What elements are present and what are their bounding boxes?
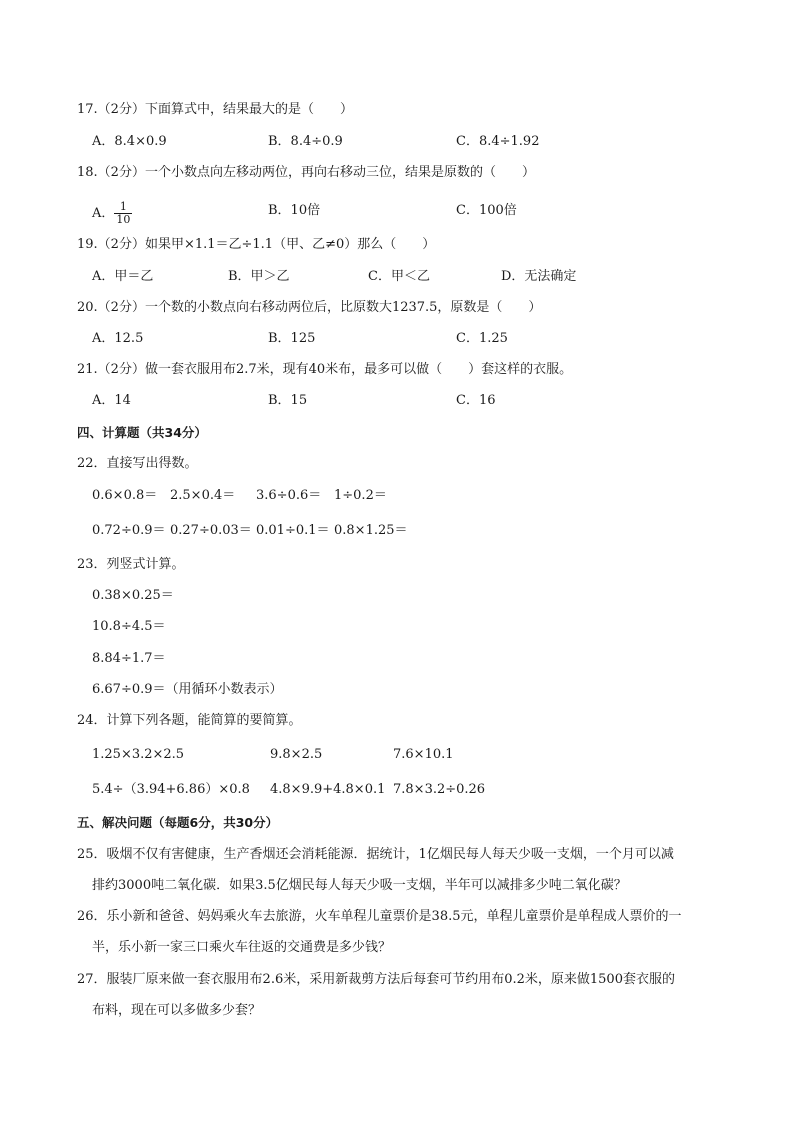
fraction-denominator: 10 xyxy=(116,213,131,226)
q21-option-c: C．16 xyxy=(456,393,496,408)
q20-option-a: A．12.5 xyxy=(92,331,144,346)
q19-option-a: A．甲＝乙 xyxy=(92,269,154,284)
q18-option-a-label: A． xyxy=(92,206,115,221)
q21-option-a: A．14 xyxy=(92,393,131,408)
q22-item: 0.01÷0.1＝ xyxy=(256,523,330,538)
q18-option-b: B．10倍 xyxy=(268,203,321,218)
q17-option-a: A．8.4×0.9 xyxy=(92,134,167,149)
q26-line2: 半，乐小新一家三口乘火车往返的交通费是多少钱？ xyxy=(92,940,392,955)
q19-option-d: D．无法确定 xyxy=(501,269,577,284)
q19-option-b: B．甲＞乙 xyxy=(228,269,290,284)
section-5-heading: 五、解决问题（每题6分，共30分） xyxy=(77,815,279,830)
q20-option-b: B．125 xyxy=(268,331,316,346)
q17-option-b: B．8.4÷0.9 xyxy=(268,134,343,149)
q27-line2: 布料，现在可以多做多少套？ xyxy=(92,1003,262,1018)
q24-item: 5.4÷（3.94+6.86）×0.8 xyxy=(92,782,250,797)
q24-item: 1.25×3.2×2.5 xyxy=(92,747,185,762)
q22-item: 3.6÷0.6＝ xyxy=(256,488,322,503)
q22-item: 0.72÷0.9＝ xyxy=(92,523,166,538)
q25-line1: 25．吸烟不仅有害健康，生产香烟还会消耗能源．据统计，1亿烟民每人每天少吸一支烟，一个月可以减 xyxy=(77,847,674,862)
q18-option-c: C．100倍 xyxy=(456,203,517,218)
q23-item: 0.38×0.25＝ xyxy=(92,588,174,603)
q21-option-b: B．15 xyxy=(268,393,308,408)
q23-item: 8.84÷1.7＝ xyxy=(92,651,166,666)
fraction xyxy=(114,201,132,226)
q26-line1: 26．乐小新和爸爸、妈妈乘火车去旅游，火车单程儿童票价是38.5元，单程儿童票价是单程成人票价的一 xyxy=(77,909,682,924)
q18-option-a xyxy=(92,201,132,226)
q17-option-c: C．8.4÷1.92 xyxy=(456,134,540,149)
q20-stem: 20.（2分）一个数的小数点向右移动两位后，比原数大1237.5，原数是（ ） xyxy=(77,300,542,315)
q19-option-c: C．甲＜乙 xyxy=(368,269,430,284)
q19-stem: 19.（2分）如果甲×1.1＝乙÷1.1（甲、乙≠0）那么（ ） xyxy=(77,237,436,252)
q24-item: 7.6×10.1 xyxy=(393,747,454,762)
q27-line1: 27．服装厂原来做一套衣服用布2.6米，采用新裁剪方法后每套可节约用布0.2米，原来做1500套衣服的 xyxy=(77,972,675,987)
q24-item: 9.8×2.5 xyxy=(270,747,323,762)
q24-item: 7.8×3.2÷0.26 xyxy=(393,782,486,797)
q23-item: 6.67÷0.9＝（用循环小数表示） xyxy=(92,682,283,697)
q21-stem: 21.（2分）做一套衣服用布2.7米，现有40米布，最多可以做（ ）套这样的衣服。 xyxy=(77,362,573,377)
q20-option-c: C．1.25 xyxy=(456,331,508,346)
q22-item: 0.6×0.8＝ xyxy=(92,488,158,503)
q23-item: 10.8÷4.5＝ xyxy=(92,619,166,634)
fraction-numerator: 1 xyxy=(114,201,132,214)
q22-item: 0.8×1.25＝ xyxy=(334,523,408,538)
q22-item: 0.27÷0.03＝ xyxy=(170,523,252,538)
q22-item: 2.5×0.4＝ xyxy=(170,488,236,503)
q23-stem: 23．列竖式计算。 xyxy=(77,557,185,572)
q22-item: 1÷0.2＝ xyxy=(334,488,387,503)
q24-stem: 24．计算下列各题，能简算的要简算。 xyxy=(77,713,302,728)
q17-stem: 17.（2分）下面算式中，结果最大的是（ ） xyxy=(77,102,353,117)
q24-item: 4.8×9.9+4.8×0.1 xyxy=(270,782,386,797)
q25-line2: 排约3000吨二氧化碳．如果3.5亿烟民每人每天少吸一支烟，半年可以减排多少吨二氧化碳？ xyxy=(92,878,627,893)
q22-stem: 22．直接写出得数。 xyxy=(77,456,198,471)
q18-stem: 18.（2分）一个小数点向左移动两位，再向右移动三位，结果是原数的（ ） xyxy=(77,165,535,180)
section-4-heading: 四、计算题（共34分） xyxy=(77,425,207,440)
